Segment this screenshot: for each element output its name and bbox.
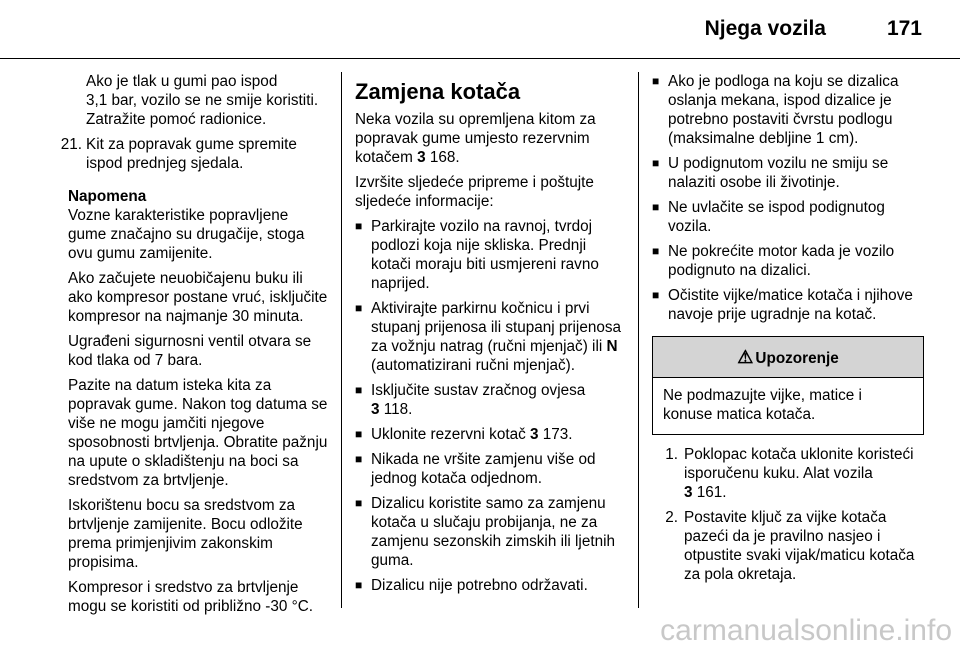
watermark: carmanualsonline.info bbox=[660, 614, 952, 647]
bullet-icon: ■ bbox=[652, 200, 660, 214]
list-item: ■ Ne pokrećite motor kada je vozilo podignuto na dizalici. bbox=[652, 243, 895, 279]
step-number: 2. bbox=[665, 509, 678, 526]
page-reference-icon: 3 bbox=[684, 484, 693, 501]
step-1: 1. Poklopac kotača uklonite koristeći isporučenu kuku. Alat vozila 3 161. bbox=[652, 445, 924, 502]
list-item: ■ Ako je podloga na koju se dizalica oslanja mekana, ispod dizalice je potrebno postaviti čvrstu podlogu (maksimalne debljine 1 cm). bbox=[652, 73, 899, 147]
preparation-list bbox=[355, 217, 623, 595]
bullet-icon: ■ bbox=[355, 496, 363, 510]
step-text: Kit za popravak gume spremite ispod prednjeg sjedala. bbox=[86, 136, 297, 172]
list-item: ■ Dizalicu koristite samo za zamjenu kotača u slučaju probijanja, ne za zamjenu sezonskih zimskih ili ljetnih guma. bbox=[355, 495, 615, 569]
bullet-icon: ■ bbox=[652, 288, 660, 302]
bullet-icon: ■ bbox=[652, 74, 660, 88]
warning-icon: ⚠ bbox=[737, 347, 754, 367]
list-item: ■ Isključite sustav zračnog ovjesa 3 118. bbox=[355, 382, 586, 418]
list-item: ■ Dizalicu nije potrebno održavati. bbox=[355, 577, 588, 594]
list-item: ■ U podignutom vozilu ne smiju se nalaziti osobe ili životinje. bbox=[652, 155, 889, 191]
steps-list bbox=[652, 445, 924, 584]
page-reference-icon: 3 bbox=[417, 149, 426, 166]
note-heading: Napomena bbox=[68, 188, 147, 205]
page-reference-icon: 3 bbox=[529, 426, 539, 443]
column-divider bbox=[638, 72, 639, 608]
page-reference[interactable]: 173. bbox=[542, 426, 573, 443]
page-reference[interactable]: 161. bbox=[696, 484, 727, 501]
step-number: 21. bbox=[60, 136, 82, 153]
page-reference[interactable]: 168. bbox=[429, 149, 460, 166]
step-2: 2. Postavite ključ za vijke kotača pazeći da je pravilno nasjeo i otpustite svaki vijak/maticu kotača za pola okretaja. bbox=[652, 508, 924, 584]
continued-step-text: Ako je tlak u gumi pao ispod 3,1 bar, vozilo se ne smije koristiti. Zatražite pomoć radionice. bbox=[86, 73, 319, 128]
bullet-icon: ■ bbox=[355, 301, 363, 315]
bullet-icon: ■ bbox=[355, 452, 363, 466]
header-divider bbox=[0, 58, 960, 59]
column-left bbox=[60, 72, 328, 622]
note-paragraph: Vozne karakteristike popravljene gume značajno su drugačije, stoga ovu gumu zamijenite. bbox=[68, 207, 305, 262]
list-item: ■ Ne uvlačite se ispod podignutog vozila. bbox=[652, 199, 885, 235]
warning-box bbox=[652, 336, 924, 435]
step-number: 1. bbox=[665, 446, 678, 463]
bullet-icon: ■ bbox=[652, 156, 660, 170]
page-header-title: Njega vozila bbox=[704, 17, 826, 40]
intro-paragraph: Neka vozila su opremljena kitom za popravak gume umjesto rezervnim kotačem 3 168. bbox=[355, 111, 596, 166]
bullet-icon: ■ bbox=[355, 427, 363, 441]
section-title: Zamjena kotača bbox=[355, 79, 521, 104]
list-item: ■ Uklonite rezervni kotač 3 173. bbox=[355, 426, 573, 443]
note-paragraph: Iskorištenu bocu sa sredstvom za brtvljenje zamijenite. Bocu odložite prema primjenjivim zakonskim propisima. bbox=[68, 497, 303, 571]
note-paragraph: Ugrađeni sigurnosni ventil otvara se kod tlaka od 7 bara. bbox=[68, 333, 312, 369]
list-item: ■ Očistite vijke/matice kotača i njihove navoje prije ugradnje na kotač. bbox=[652, 287, 913, 323]
page-reference-icon: 3 bbox=[371, 401, 380, 418]
list-item: ■ Parkirajte vozilo na ravnoj, tvrdoj podlozi koja nije skliska. Prednji kotači moraju biti usmjereni ravno naprijed. bbox=[355, 218, 599, 292]
bullet-icon: ■ bbox=[355, 578, 363, 592]
page-number: 171 bbox=[886, 17, 922, 40]
column-divider bbox=[341, 72, 342, 608]
list-item: ■ Aktivirajte parkirnu kočnicu i prvi stupanj prijenosa ili stupanj prijenosa za vožnju natrag (ručni mjenjač) ili N (automatizirani ručni mjenjač). bbox=[355, 300, 622, 374]
prepare-paragraph: Izvršite sljedeće pripreme i poštujte sljedeće informacije: bbox=[355, 174, 594, 210]
bullet-icon: ■ bbox=[355, 219, 363, 233]
column-middle bbox=[355, 72, 623, 601]
note-paragraph: Ako začujete neuobičajenu buku ili ako kompresor postane vruć, isključite kompresor na najmanje 30 minuta. bbox=[68, 270, 328, 325]
bullet-icon: ■ bbox=[355, 383, 363, 397]
note-paragraph: Pazite na datum isteka kita za popravak gume. Nakon tog datuma se više ne mogu jamčiti njegove sposobnosti brtvljenja. Obratite pažnju na upute o skladištenju na boci sa sredstvom za brtvljenje. bbox=[68, 377, 328, 489]
warning-title: Upozorenje bbox=[755, 350, 839, 367]
warning-header bbox=[653, 337, 923, 378]
note-paragraph: Kompresor i sredstvo za brtvljenje mogu se koristiti od približno -30 °C. bbox=[68, 579, 314, 615]
bullet-icon: ■ bbox=[652, 244, 660, 258]
safety-list bbox=[652, 72, 924, 324]
step-21 bbox=[60, 135, 328, 173]
list-item: ■ Nikada ne vršite zamjenu više od jednog kotača odjednom. bbox=[355, 451, 596, 487]
column-right bbox=[652, 72, 924, 590]
page-reference[interactable]: 118. bbox=[383, 401, 413, 418]
warning-body: Ne podmazujte vijke, matice i konuse matica kotača. bbox=[663, 387, 862, 423]
